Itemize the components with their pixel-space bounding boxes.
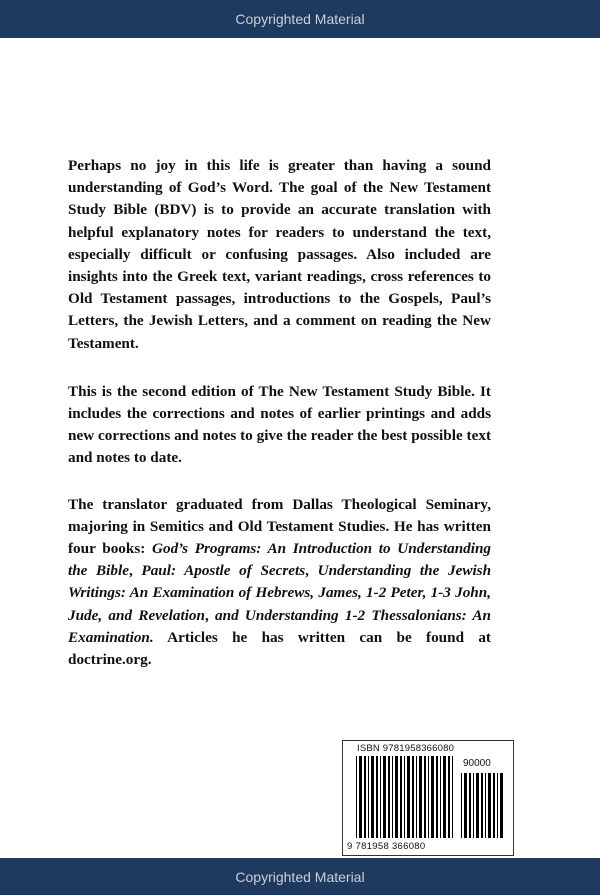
isbn-label: ISBN 9781958366080 [357,743,455,754]
barcode-bar [404,756,405,838]
barcode-bar [388,756,390,838]
barcode-bar [371,756,374,838]
barcode-bar [436,756,438,838]
author-outro: Articles he has written can be found at doctrine.org. [68,628,491,669]
barcode-digits: 9 781958 366080 [347,841,426,852]
barcode-bar [493,773,495,838]
barcode-bar [473,773,474,838]
book-title-3: Understanding the Jewish Writings: An Examination of Hebrews, James, 1-2 Peter, 1-3 John, Jude, and Revelation [68,562,492,624]
barcode-bar [481,773,483,838]
author-intro: The translator graduated from Dallas Theological Seminary, majoring in Semitics and Old Testament Studies. He has written four books: [68,495,491,558]
bottom-watermark-bar [0,858,600,895]
barcode-bar [380,756,381,838]
barcode-bar [476,773,479,838]
barcode-bar [419,756,422,838]
barcode-bar [469,773,471,838]
barcode-bar [356,756,357,838]
barcode-bars [356,756,456,838]
barcode-bar [500,773,503,838]
description-paragraph: Perhaps no joy in this life is greater than having a sound understanding of God’s Word. The goal of the New Testament Study Bible (BDV) is to provide an accurate translation with helpful explanatory notes for readers to understand the text, especially difficult or confusing passages. Also included are insights into the Greek text, variant readings, cross references to Old Testament passages, introductions to the Gospels, Paul’s Letters, the Jewish Letters, and a comment on reading the New Testament. [68,157,491,352]
barcode-bar [464,773,467,838]
barcode-bar [364,756,366,838]
barcode-bar [412,756,414,838]
barcode-bar [368,756,369,838]
watermark-text: Copyrighted Material [235,11,365,27]
author-paragraph [68,494,491,672]
barcode-bar [485,773,486,838]
book-title-4: and Understanding 1-2 Thessalonians: An Examination. [68,606,491,646]
barcode-bar [497,773,498,838]
barcode-bar [448,756,450,838]
separator: , [128,562,142,580]
barcode-bar [461,773,462,838]
back-cover-text [68,155,491,671]
isbn-barcode [342,740,514,856]
barcode-bar [452,756,453,838]
barcode-bar [416,756,417,838]
barcode-bar [392,756,393,838]
book-title-2: Paul: Apostle of Secrets [141,562,306,580]
barcode-bar [407,756,410,838]
price-addon-label: 90000 [463,758,491,769]
book-title-1: God’s Programs: An Introduction to Understanding the Bible [68,540,491,580]
barcode-bar [395,756,398,838]
top-watermark-bar [0,0,600,38]
separator: , [204,606,216,624]
barcode-bar [428,756,429,838]
separator: , [305,562,318,580]
addon-barcode-bars [461,773,503,838]
edition-paragraph: This is the second edition of The New Testament Study Bible. It includes the corrections and notes of earlier printings and adds new corrections and notes to give the reader the best possible text and notes to date. [68,382,491,467]
barcode-bar [443,756,446,838]
barcode-bar [376,756,378,838]
barcode-bar [400,756,402,838]
barcode-bar [424,756,426,838]
barcode-bar [431,756,434,838]
barcode-bar [383,756,386,838]
watermark-text: Copyrighted Material [235,868,365,885]
barcode-bar [440,756,441,838]
barcode-bar [359,756,362,838]
barcode-bar [488,773,491,838]
